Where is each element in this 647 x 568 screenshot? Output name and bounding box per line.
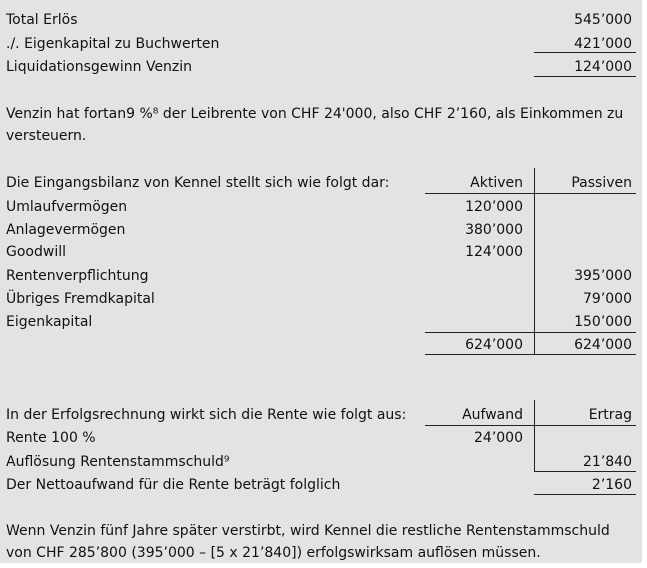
- balance-bottom-line: [425, 354, 636, 355]
- liquidation-value-gain: 124’000: [574, 59, 632, 75]
- balance-row-label: Rentenverpflichtung: [6, 268, 149, 284]
- paragraph-death-scenario-line1: Wenn Venzin fünf Jahre später verstirbt, wird Kennel die restliche Rentenstammschuld: [6, 523, 610, 539]
- balance-row-passiven: 150’000: [574, 314, 632, 330]
- balance-total-line: [425, 332, 636, 333]
- liquidation-subtotal-line: [534, 52, 636, 53]
- liquidation-label-gain: Liquidationsgewinn Venzin: [6, 59, 193, 75]
- balance-row-aktiven: 120’000: [465, 199, 523, 215]
- balance-row-label: Anlagevermögen: [6, 222, 126, 238]
- paragraph-death-scenario: [6, 520, 636, 564]
- balance-total-passiven: 624’000: [574, 337, 632, 353]
- income-net-label: Der Nettoaufwand für die Rente beträgt folglich: [6, 477, 341, 493]
- liquidation-value-equity: 421’000: [574, 36, 632, 52]
- paragraph-death-scenario-line2: von CHF 285’800 (395’000 – [5 x 21’840]) erfolgswirksam auflösen müssen.: [6, 545, 541, 561]
- income-row-ertrag: 21’840: [583, 454, 632, 470]
- balance-row-label: Eigenkapital: [6, 314, 93, 330]
- income-header-line: [425, 425, 636, 426]
- income-col-ertrag: Ertrag: [588, 407, 632, 423]
- income-net-value: 2’160: [591, 477, 632, 493]
- liquidation-label-total: Total Erlös: [6, 12, 78, 28]
- income-row-aufwand: 24’000: [474, 430, 523, 446]
- balance-col-aktiven: Aktiven: [470, 175, 523, 191]
- income-heading: In der Erfolgsrechnung wirkt sich die Rente wie folgt aus:: [6, 407, 407, 423]
- liquidation-value-total: 545’000: [574, 12, 632, 28]
- balance-row-label: Goodwill: [6, 244, 66, 260]
- balance-heading: Die Eingangsbilanz von Kennel stellt sich wie folgt dar:: [6, 175, 390, 191]
- balance-row-aktiven: 124’000: [465, 244, 523, 260]
- balance-row-label: Übriges Fremdkapital: [6, 291, 155, 307]
- balance-col-passiven: Passiven: [571, 175, 632, 191]
- balance-row-label: Umlaufvermögen: [6, 199, 128, 215]
- liquidation-total-line: [534, 76, 636, 77]
- liquidation-label-equity: ./. Eigenkapital zu Buchwerten: [6, 36, 220, 52]
- balance-row-passiven: 395’000: [574, 268, 632, 284]
- income-col-aufwand: Aufwand: [462, 407, 523, 423]
- balance-row-passiven: 79’000: [583, 291, 632, 307]
- paragraph-income-tax: [6, 103, 636, 147]
- income-ertrag-line: [534, 471, 636, 472]
- balance-header-line: [425, 193, 636, 194]
- income-row-label: Rente 100 %: [6, 430, 96, 446]
- balance-row-aktiven: 380’000: [465, 222, 523, 238]
- paragraph-income-tax-line2: versteuern.: [6, 128, 87, 144]
- income-row-label: Auflösung Rentenstammschuld⁹: [6, 454, 230, 470]
- balance-total-aktiven: 624’000: [465, 337, 523, 353]
- paragraph-income-tax-line1: Venzin hat fortan9 %⁸ der Leibrente von CHF 24'000, also CHF 2’160, als Einkommen zu: [6, 106, 624, 122]
- income-net-line: [534, 494, 636, 495]
